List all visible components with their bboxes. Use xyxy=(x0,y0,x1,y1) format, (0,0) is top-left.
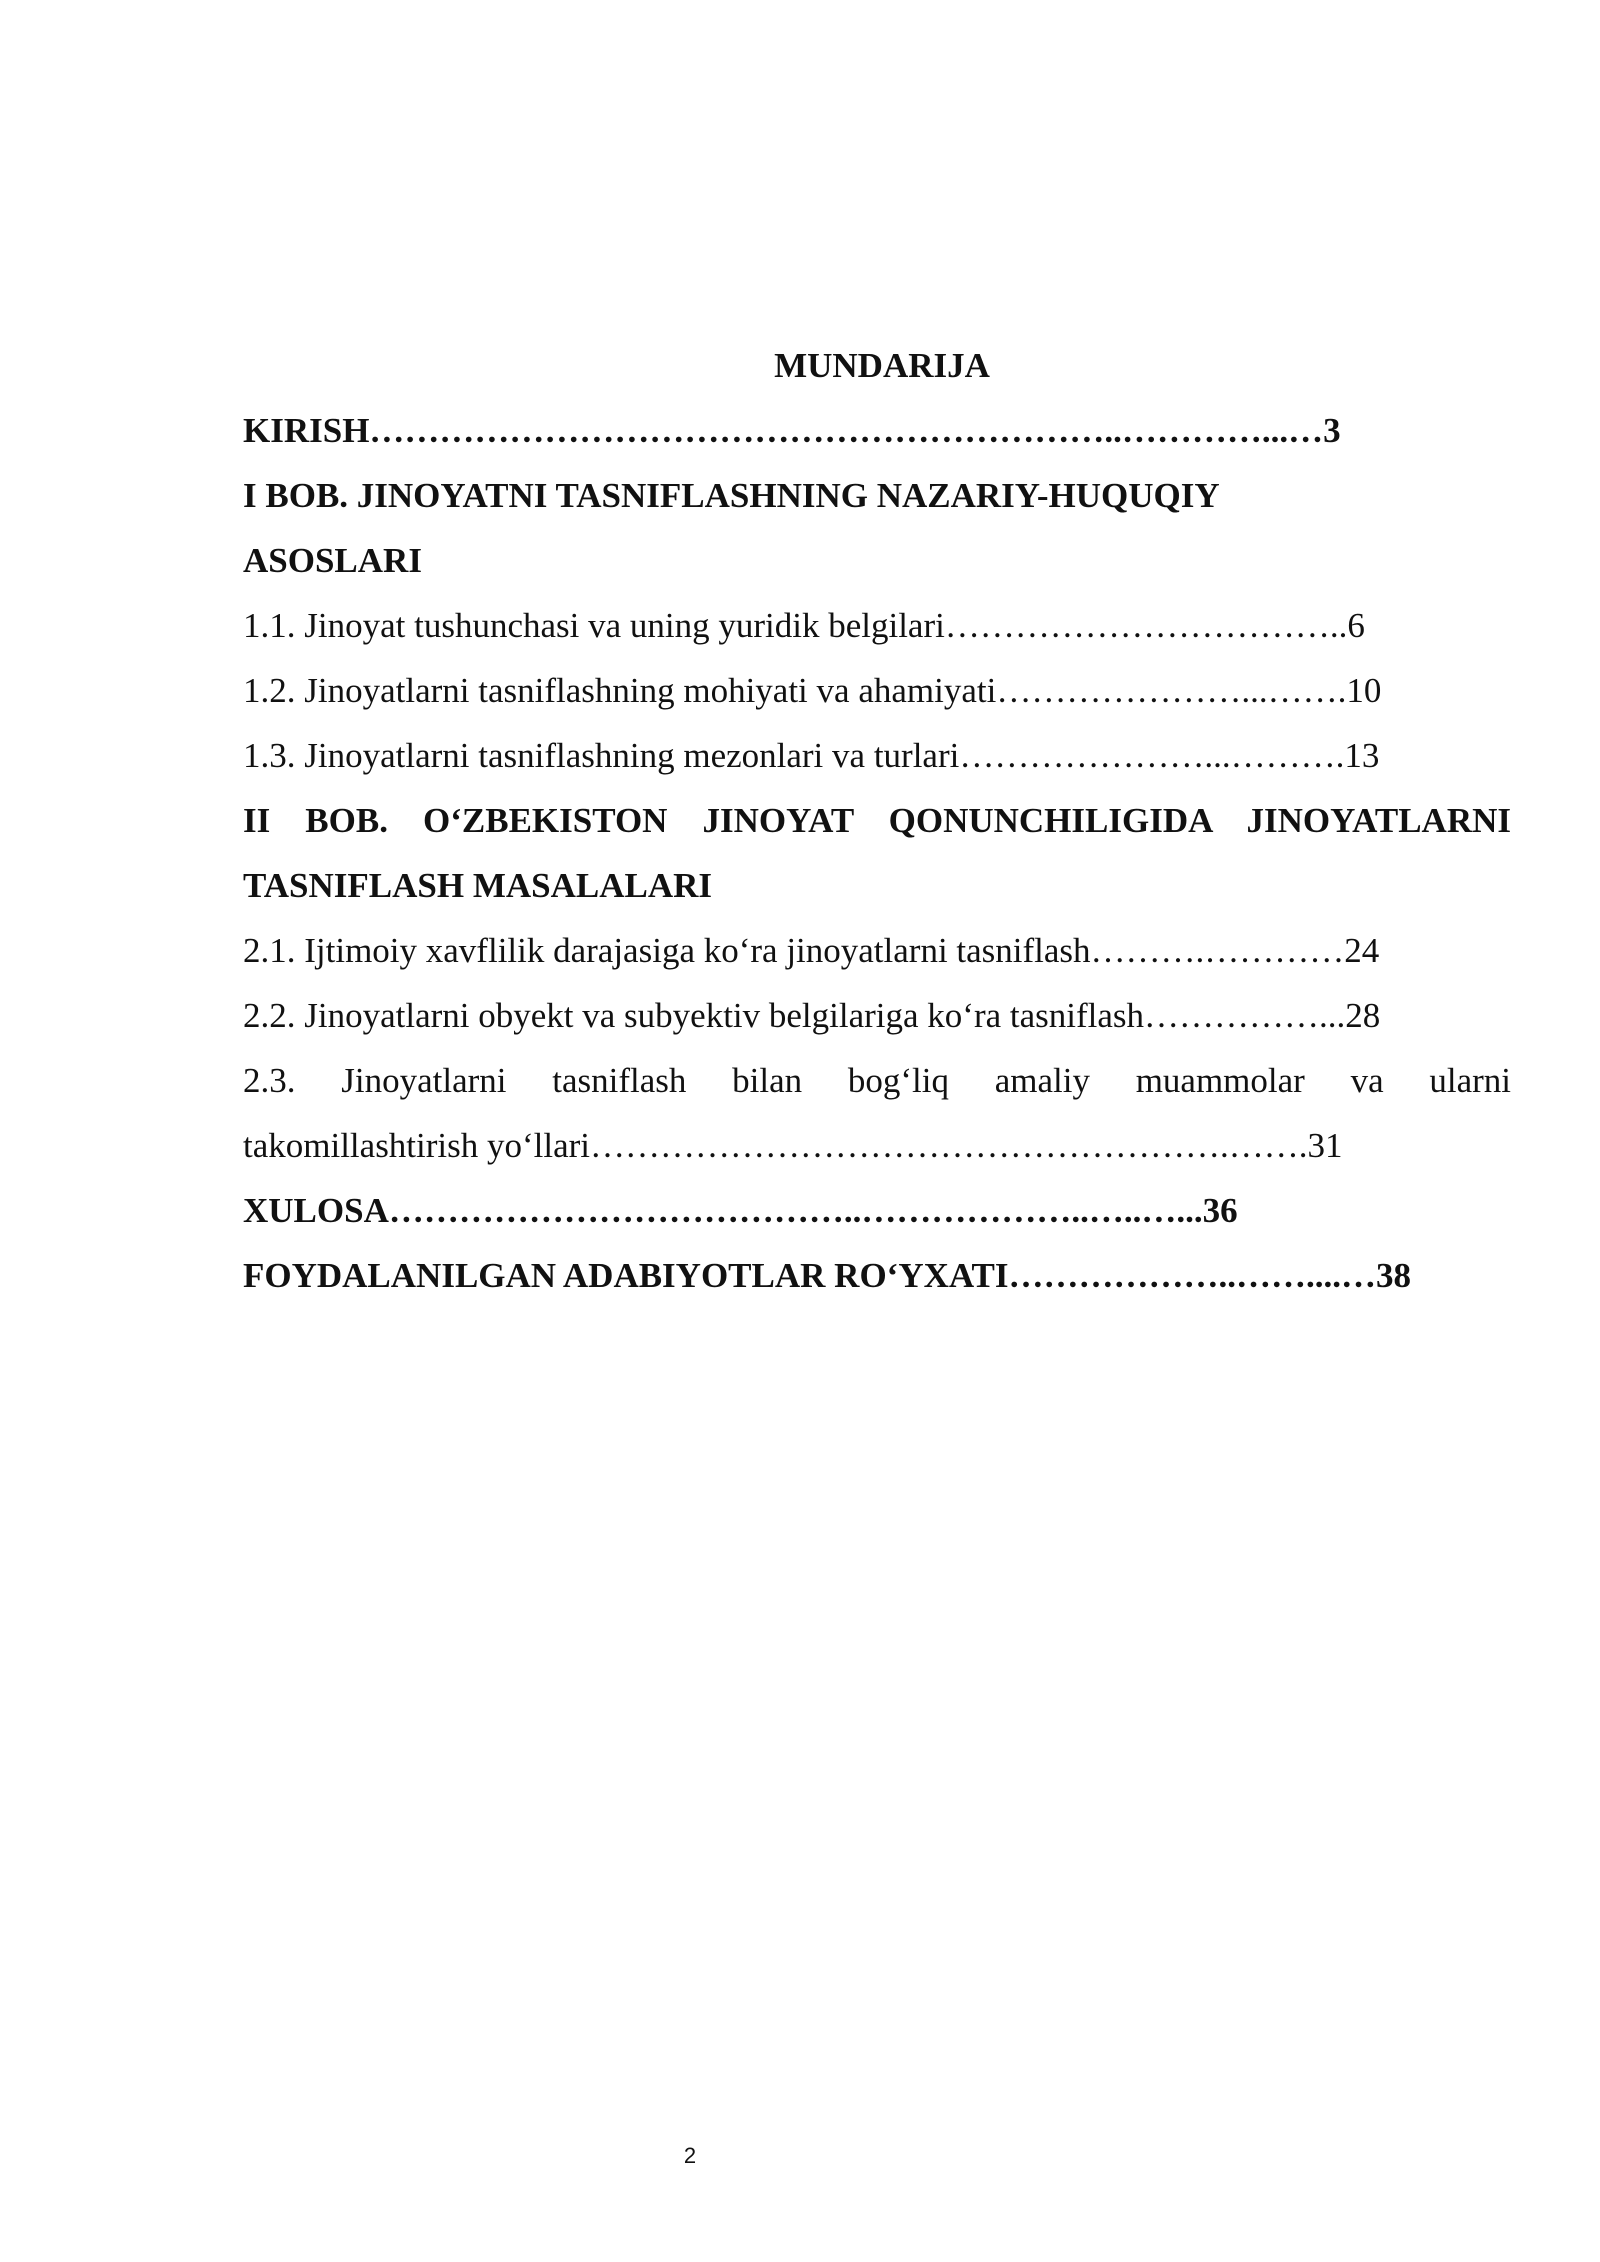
page-number: 2 xyxy=(683,2143,697,2168)
toc-chapter-1-heading-cont: ASOSLARI xyxy=(243,541,422,580)
toc-entry-2-3: 2.3. Jinoyatlarni tasniflash bilan bog‘liq amaliy muammolar va ularni xyxy=(243,1061,1511,1100)
toc-entry-2-2: 2.2. Jinoyatlarni obyekt va subyektiv belgilariga ko‘ra tasniflash……………...28 xyxy=(243,996,1381,1035)
toc-entry-2-1: 2.1. Ijtimoiy xavflilik darajasiga ko‘ra jinoyatlarni tasniflash……….…………24 xyxy=(243,931,1380,970)
toc-title: MUNDARIJA xyxy=(774,346,990,385)
toc-entry-1-2: 1.2. Jinoyatlarni tasniflashning mohiyati va ahamiyati…………………...…….10 xyxy=(243,671,1382,710)
toc-entry-1-1: 1.1. Jinoyat tushunchasi va uning yuridik belgilari……………………………..6 xyxy=(243,606,1365,645)
toc-chapter-2-heading: II BOB. O‘ZBEKISTON JINOYAT QONUNCHILIGIDA JINOYATLARNI xyxy=(243,801,1511,840)
toc-entry-1-3: 1.3. Jinoyatlarni tasniflashning mezonlari va turlari…………………...……….13 xyxy=(243,736,1380,775)
toc-entry-bibliography: FOYDALANILGAN ADABIYOTLAR RO‘YXATI………………..……....…38 xyxy=(243,1256,1412,1295)
toc-chapter-2-heading-cont: TASNIFLASH MASALALARI xyxy=(243,866,713,905)
toc-entry-xulosa: XULOSA…………………………………..………………..…..…...36 xyxy=(243,1191,1238,1230)
table-of-contents xyxy=(243,333,1511,1308)
toc-entry-2-3-cont: takomillashtirish yo‘llari……………………………………………….…….31 xyxy=(243,1126,1343,1165)
toc-chapter-1-heading: I BOB. JINOYATNI TASNIFLASHNING NAZARIY-HUQUQIY xyxy=(243,476,1220,515)
toc-entry-kirish: KIRISH………………………………………………………..…………...…3 xyxy=(243,411,1341,450)
